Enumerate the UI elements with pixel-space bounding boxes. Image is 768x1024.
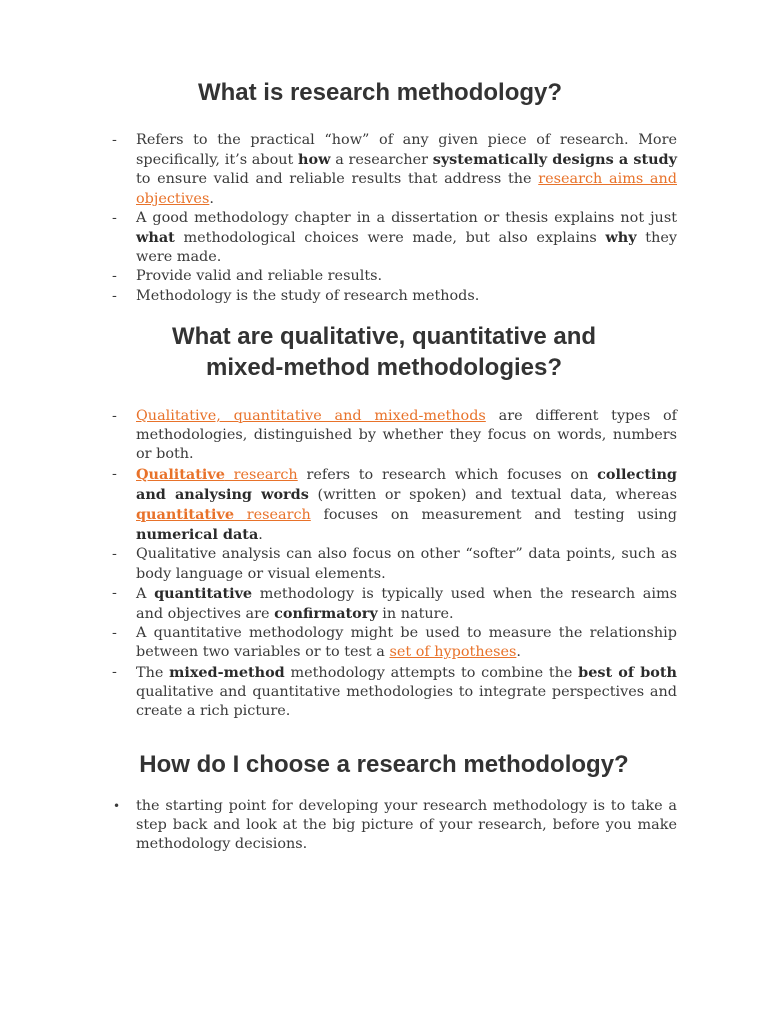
link-quantitative-research[interactable]: quantitative research <box>136 506 311 524</box>
list-item: - A quantitative methodology is typically used when the research aims and objectives are confirmatory in nature. <box>112 584 677 624</box>
list-item: - A good methodology chapter in a dissertation or thesis explains not just what methodological choices were made, but also explains why they were made. <box>112 209 677 268</box>
link-set-of-hypotheses[interactable]: set of hypotheses <box>389 644 517 661</box>
heading-qualitative-quantitative-mixed: What are qualitative, quantitative and mixed-method methodologies? <box>171 323 597 381</box>
list-item: - The mixed-method methodology attempts to combine the best of both qualitative and quantitative methodologies to integrate perspectives and create a rich picture. <box>112 663 677 722</box>
list-item: - Methodology is the study of research methods. <box>112 287 677 306</box>
heading-how-to-choose-methodology: How do I choose a research methodology? <box>139 751 629 778</box>
list-item: - Refers to the practical “how” of any given piece of research. More specifically, it’s about how a researcher systematically designs a study to ensure valid and reliable results that address the research aims and objectives. <box>112 131 677 209</box>
list-item: - A quantitative methodology might be used to measure the relationship between two variables or to test a set of hypotheses. <box>112 624 677 662</box>
list-item: - Qualitative research refers to research which focuses on collecting and analysing words (written or spoken) and textual data, whereas quantitative research focuses on measurement and testing using numerical data. <box>112 465 677 546</box>
list-methodology-types <box>112 407 677 721</box>
list-item: • the starting point for developing your research methodology is to take a step back and look at the big picture of your research, before you make methodology decisions. <box>112 797 677 855</box>
list-item: - Provide valid and reliable results. <box>112 267 677 286</box>
list-item: - Qualitative, quantitative and mixed-methods are different types of methodologies, distinguished by whether they focus on words, numbers or both. <box>112 407 677 465</box>
heading-what-is-research-methodology: What is research methodology? <box>197 79 563 106</box>
link-qualitative-research[interactable]: Qualitative research <box>136 465 298 483</box>
link-research-aims-and-objectives[interactable]: research aims and objectives <box>136 171 677 207</box>
list-choose-methodology <box>112 797 677 855</box>
list-item: - Qualitative analysis can also focus on other “softer” data points, such as body language or visual elements. <box>112 545 677 583</box>
list-research-methodology <box>112 131 677 306</box>
link-qualitative-quantitative-mixed-methods[interactable]: Qualitative, quantitative and mixed-methods <box>136 408 486 424</box>
